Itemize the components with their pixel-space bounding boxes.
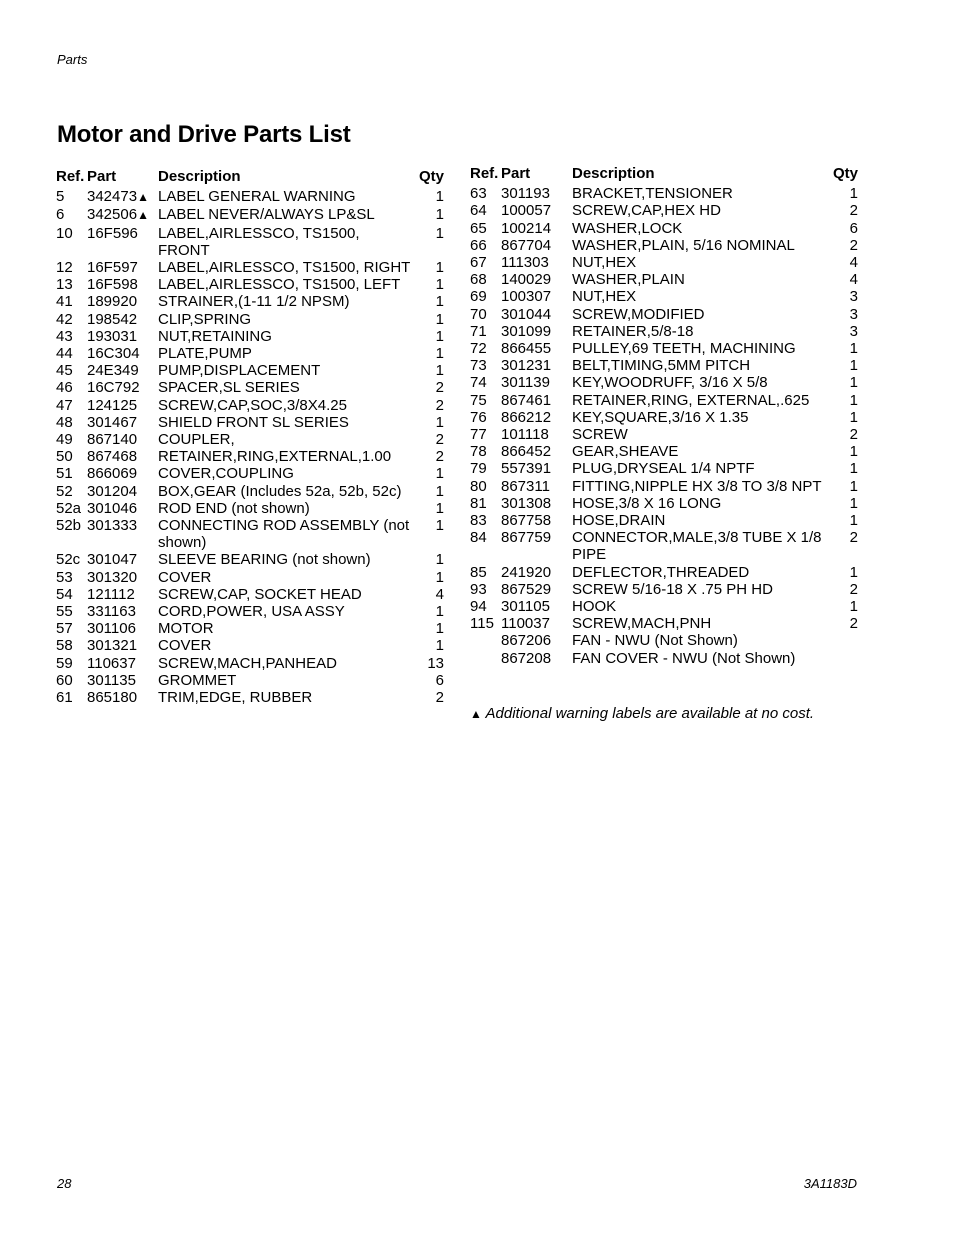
cell-qty: 2 bbox=[435, 396, 444, 414]
table-row bbox=[470, 254, 858, 271]
cell-part: 866212 bbox=[501, 408, 552, 426]
cell-description: LABEL NEVER/ALWAYS LP&SL bbox=[158, 206, 375, 224]
cell-part: 557391 bbox=[501, 460, 552, 478]
table-row bbox=[470, 495, 858, 512]
cell-ref: 52c bbox=[56, 551, 81, 569]
table-row bbox=[470, 306, 858, 323]
cell-qty: 1 bbox=[435, 206, 444, 224]
table-row bbox=[470, 202, 858, 219]
cell-ref: 50 bbox=[56, 448, 73, 466]
cell-qty: 2 bbox=[849, 236, 858, 254]
cell-part: 865180 bbox=[87, 689, 138, 707]
table-rows bbox=[470, 185, 858, 667]
cell-part: 140029 bbox=[501, 271, 552, 289]
cell-qty: 2 bbox=[849, 202, 858, 220]
table-row bbox=[56, 276, 444, 293]
cell-ref: 83 bbox=[470, 512, 487, 530]
cell-part: 111303 bbox=[501, 254, 549, 272]
cell-description: HOOK bbox=[572, 598, 617, 616]
cell-qty: 2 bbox=[435, 448, 444, 466]
cell-description: ROD END (not shown) bbox=[158, 499, 310, 517]
cell-part: 331163 bbox=[87, 603, 136, 621]
cell-part: 301099 bbox=[501, 322, 552, 340]
cell-qty: 1 bbox=[435, 310, 444, 328]
cell-ref: 5 bbox=[56, 188, 65, 206]
cell-description: SCREW 5/16-18 X .75 PH HD bbox=[572, 580, 773, 598]
cell-qty: 2 bbox=[435, 379, 444, 397]
cell-qty: 1 bbox=[435, 465, 444, 483]
header-part: Part bbox=[501, 165, 531, 182]
cell-ref: 63 bbox=[470, 185, 487, 203]
cell-description: KEY,SQUARE,3/16 X 1.35 bbox=[572, 408, 749, 426]
cell-ref: 68 bbox=[470, 271, 487, 289]
header-description: Description bbox=[158, 168, 241, 185]
cell-description: RETAINER,5/8-18 bbox=[572, 322, 694, 340]
cell-ref: 85 bbox=[470, 563, 487, 581]
cell-qty: 1 bbox=[435, 499, 444, 517]
cell-description: PULLEY,69 TEETH, MACHINING bbox=[572, 340, 796, 358]
table-row bbox=[56, 655, 444, 672]
cell-ref: 93 bbox=[470, 580, 487, 598]
cell-description: FAN COVER - NWU (Not Shown) bbox=[572, 649, 796, 667]
footnote bbox=[470, 705, 814, 722]
table-row bbox=[470, 237, 858, 254]
table-row bbox=[470, 615, 858, 632]
cell-description: COUPLER, bbox=[158, 431, 235, 449]
cell-description: LABEL GENERAL WARNING bbox=[158, 188, 356, 206]
cell-ref: 55 bbox=[56, 603, 73, 621]
cell-part: 301044 bbox=[501, 305, 552, 323]
cell-description: SHIELD FRONT SL SERIES bbox=[158, 413, 349, 431]
cell-ref: 52b bbox=[56, 517, 82, 535]
header-part: Part bbox=[87, 168, 117, 185]
cell-qty: 1 bbox=[435, 568, 444, 586]
cell-part: 867468 bbox=[87, 448, 138, 466]
cell-part: 301046 bbox=[87, 499, 138, 517]
cell-part: 301105 bbox=[501, 598, 550, 616]
header-ref: Ref. bbox=[470, 165, 499, 182]
cell-qty: 2 bbox=[435, 431, 444, 449]
cell-qty: 4 bbox=[849, 254, 858, 272]
cell-part: 301193 bbox=[501, 185, 550, 203]
cell-description: BRACKET,TENSIONER bbox=[572, 185, 733, 203]
cell-ref: 51 bbox=[56, 465, 73, 483]
cell-part: 867529 bbox=[501, 580, 552, 598]
document-id: 3A1183D bbox=[803, 1176, 857, 1191]
table-row bbox=[470, 598, 858, 615]
table-row bbox=[470, 220, 858, 237]
cell-ref: 66 bbox=[470, 236, 487, 254]
table-row bbox=[56, 448, 444, 465]
cell-ref: 67 bbox=[470, 254, 487, 272]
cell-qty: 1 bbox=[435, 345, 444, 363]
cell-part: 24E349 bbox=[87, 362, 139, 380]
cell-part: 301467 bbox=[87, 413, 138, 431]
cell-part: 867758 bbox=[501, 512, 552, 530]
cell-ref: 41 bbox=[56, 293, 73, 311]
table-row bbox=[470, 185, 858, 202]
cell-description: WASHER,PLAIN, 5/16 NOMINAL bbox=[572, 236, 795, 254]
table-row bbox=[470, 512, 858, 529]
cell-part: 124125 bbox=[87, 396, 138, 414]
cell-ref: 52 bbox=[56, 482, 73, 500]
cell-qty: 1 bbox=[849, 185, 858, 203]
footnote-text: Additional warning labels are available at no cost. bbox=[485, 705, 815, 722]
table-row bbox=[56, 586, 444, 603]
cell-description: PUMP,DISPLACEMENT bbox=[158, 362, 321, 380]
cell-ref: 78 bbox=[470, 443, 487, 461]
table-row bbox=[470, 392, 858, 409]
cell-ref: 46 bbox=[56, 379, 73, 397]
table-row bbox=[56, 379, 444, 396]
parts-table-left bbox=[56, 168, 444, 706]
cell-part: 101118 bbox=[501, 426, 549, 444]
cell-description: FITTING,NIPPLE HX 3/8 TO 3/8 NPT bbox=[572, 477, 822, 495]
table-row bbox=[470, 632, 858, 649]
cell-qty: 1 bbox=[849, 443, 858, 461]
cell-qty: 1 bbox=[849, 408, 858, 426]
cell-part: 867704 bbox=[501, 236, 552, 254]
cell-description: TRIM,EDGE, RUBBER bbox=[158, 689, 313, 707]
header-ref: Ref. bbox=[56, 168, 85, 185]
cell-part: 301308 bbox=[501, 494, 552, 512]
cell-ref bbox=[470, 650, 501, 667]
cell-ref: 48 bbox=[56, 413, 73, 431]
cell-description: NUT,HEX bbox=[572, 288, 637, 306]
cell-ref: 77 bbox=[470, 426, 487, 444]
cell-description: CONNECTING ROD ASSEMBLY (not shown) bbox=[158, 517, 410, 552]
cell-description: CORD,POWER, USA ASSY bbox=[158, 603, 345, 621]
cell-part: 301106 bbox=[87, 620, 136, 638]
cell-description: HOSE,DRAIN bbox=[572, 512, 666, 530]
cell-ref: 10 bbox=[56, 224, 73, 242]
table-row bbox=[470, 426, 858, 443]
cell-qty: 1 bbox=[849, 494, 858, 512]
cell-description: PLATE,PUMP bbox=[158, 345, 252, 363]
table-row bbox=[56, 206, 444, 224]
table-row bbox=[56, 397, 444, 414]
cell-part: 867461 bbox=[501, 391, 552, 409]
cell-ref: 58 bbox=[56, 637, 73, 655]
cell-part: 189920 bbox=[87, 293, 138, 311]
warning-triangle-icon: ▲ bbox=[137, 190, 149, 205]
cell-qty: 6 bbox=[435, 671, 444, 689]
table-row bbox=[56, 569, 444, 586]
cell-part: 100057 bbox=[501, 202, 552, 220]
cell-ref: 49 bbox=[56, 431, 73, 449]
table-row bbox=[470, 357, 858, 374]
cell-ref: 84 bbox=[470, 529, 487, 547]
cell-description: NUT,RETAINING bbox=[158, 327, 272, 345]
cell-ref: 94 bbox=[470, 598, 487, 616]
cell-part: 342473▲ bbox=[87, 188, 149, 206]
cell-ref: 73 bbox=[470, 357, 487, 375]
table-row bbox=[56, 259, 444, 276]
cell-qty: 1 bbox=[435, 362, 444, 380]
cell-ref: 53 bbox=[56, 568, 73, 586]
cell-part: 16C304 bbox=[87, 345, 140, 363]
cell-part: 16F597 bbox=[87, 259, 138, 277]
cell-description: CLIP,SPRING bbox=[158, 310, 252, 328]
cell-part: 241920 bbox=[501, 563, 552, 581]
cell-ref: 60 bbox=[56, 671, 73, 689]
cell-qty: 1 bbox=[849, 374, 858, 392]
cell-part: 867140 bbox=[87, 431, 138, 449]
cell-qty: 1 bbox=[435, 276, 444, 294]
cell-qty: 1 bbox=[435, 482, 444, 500]
table-row bbox=[56, 293, 444, 310]
cell-qty: 1 bbox=[435, 551, 444, 569]
cell-part: 301333 bbox=[87, 517, 138, 535]
table-row bbox=[56, 603, 444, 620]
table-row bbox=[56, 345, 444, 362]
cell-qty: 1 bbox=[435, 327, 444, 345]
warning-triangle-icon: ▲ bbox=[470, 707, 482, 721]
cell-part: 867208 bbox=[501, 649, 552, 667]
cell-description: SPACER,SL SERIES bbox=[158, 379, 300, 397]
table-row bbox=[56, 517, 444, 551]
cell-ref: 115 bbox=[470, 615, 494, 633]
header-qty: Qty bbox=[832, 165, 858, 182]
header-qty: Qty bbox=[418, 168, 444, 185]
cell-part: 100214 bbox=[501, 219, 552, 237]
cell-qty: 1 bbox=[849, 598, 858, 616]
cell-ref: 44 bbox=[56, 345, 73, 363]
cell-part: 301204 bbox=[87, 482, 138, 500]
cell-description: SCREW,MACH,PNH bbox=[572, 615, 712, 633]
cell-ref: 57 bbox=[56, 620, 73, 638]
cell-description: COVER,COUPLING bbox=[158, 465, 294, 483]
cell-description: RETAINER,RING, EXTERNAL,.625 bbox=[572, 391, 810, 409]
cell-part: 16F598 bbox=[87, 276, 138, 294]
cell-description: STRAINER,(1-11 1/2 NPSM) bbox=[158, 293, 350, 311]
cell-description: DEFLECTOR,THREADED bbox=[572, 563, 750, 581]
cell-qty: 1 bbox=[849, 460, 858, 478]
cell-qty: 1 bbox=[435, 517, 444, 535]
table-row bbox=[56, 362, 444, 379]
cell-ref: 71 bbox=[470, 322, 487, 340]
cell-qty: 2 bbox=[435, 689, 444, 707]
cell-ref: 45 bbox=[56, 362, 73, 380]
cell-ref: 72 bbox=[470, 340, 487, 358]
table-row bbox=[56, 620, 444, 637]
cell-qty: 2 bbox=[849, 426, 858, 444]
cell-part: 301231 bbox=[501, 357, 552, 375]
cell-description: FAN - NWU (Not Shown) bbox=[572, 632, 738, 650]
cell-ref: 70 bbox=[470, 305, 487, 323]
cell-qty: 1 bbox=[435, 224, 444, 242]
cell-part: 866069 bbox=[87, 465, 138, 483]
cell-qty: 1 bbox=[849, 563, 858, 581]
cell-description: RETAINER,RING,EXTERNAL,1.00 bbox=[158, 448, 392, 466]
cell-description: WASHER,PLAIN bbox=[572, 271, 685, 289]
cell-part: 867759 bbox=[501, 529, 552, 547]
header-description: Description bbox=[572, 165, 655, 182]
cell-part: 198542 bbox=[87, 310, 138, 328]
cell-qty: 2 bbox=[849, 529, 858, 547]
cell-qty: 1 bbox=[435, 259, 444, 277]
table-row bbox=[470, 409, 858, 426]
table-row bbox=[56, 414, 444, 431]
cell-ref: 12 bbox=[56, 259, 73, 277]
cell-part: 867206 bbox=[501, 632, 552, 650]
cell-ref: 43 bbox=[56, 327, 73, 345]
cell-part: 110637 bbox=[87, 654, 136, 672]
cell-qty: 4 bbox=[435, 585, 444, 603]
cell-description: GROMMET bbox=[158, 671, 237, 689]
cell-qty: 1 bbox=[849, 477, 858, 495]
cell-part: 866455 bbox=[501, 340, 552, 358]
table-row bbox=[56, 431, 444, 448]
cell-description: CONNECTOR,MALE,3/8 TUBE X 1/8 PIPE bbox=[572, 529, 822, 564]
table-row bbox=[470, 323, 858, 340]
cell-ref: 65 bbox=[470, 219, 487, 237]
cell-part: 301320 bbox=[87, 568, 138, 586]
cell-part: 100307 bbox=[501, 288, 552, 306]
page-number: 28 bbox=[57, 1176, 72, 1191]
cell-description: SCREW,MACH,PANHEAD bbox=[158, 654, 337, 672]
cell-ref bbox=[470, 632, 501, 649]
cell-description: COVER bbox=[158, 568, 212, 586]
cell-qty: 1 bbox=[435, 188, 444, 206]
page-title: Motor and Drive Parts List bbox=[57, 121, 351, 148]
cell-description: SCREW,CAP,HEX HD bbox=[572, 202, 721, 220]
table-row bbox=[56, 672, 444, 689]
cell-description: LABEL,AIRLESSCO, TS1500, RIGHT bbox=[158, 259, 411, 277]
cell-part: 121112 bbox=[87, 585, 135, 603]
table-row bbox=[470, 460, 858, 477]
table-rows bbox=[56, 188, 444, 706]
cell-qty: 1 bbox=[435, 293, 444, 311]
table-row bbox=[470, 529, 858, 563]
cell-description: WASHER,LOCK bbox=[572, 219, 683, 237]
cell-part: 342506▲ bbox=[87, 206, 149, 224]
cell-description: BELT,TIMING,5MM PITCH bbox=[572, 357, 751, 375]
cell-qty: 13 bbox=[427, 654, 444, 672]
cell-part: 301047 bbox=[87, 551, 138, 569]
cell-part: 866452 bbox=[501, 443, 552, 461]
cell-qty: 1 bbox=[435, 620, 444, 638]
cell-part: 301321 bbox=[87, 637, 138, 655]
cell-qty: 1 bbox=[849, 512, 858, 530]
header-section: Parts bbox=[57, 52, 88, 67]
cell-qty: 4 bbox=[849, 271, 858, 289]
table-row bbox=[56, 551, 444, 568]
table-row bbox=[56, 689, 444, 706]
table-row bbox=[470, 581, 858, 598]
cell-description: SCREW,CAP,SOC,3/8X4.25 bbox=[158, 396, 347, 414]
cell-ref: 61 bbox=[56, 689, 73, 707]
cell-part: 16C792 bbox=[87, 379, 140, 397]
cell-qty: 1 bbox=[435, 413, 444, 431]
cell-qty: 1 bbox=[849, 357, 858, 375]
table-row bbox=[56, 188, 444, 206]
table-row bbox=[56, 225, 444, 259]
cell-description: LABEL,AIRLESSCO, TS1500, LEFT bbox=[158, 276, 401, 294]
cell-qty: 1 bbox=[849, 340, 858, 358]
table-row bbox=[470, 271, 858, 288]
cell-qty: 6 bbox=[849, 219, 858, 237]
table-row bbox=[470, 443, 858, 460]
cell-qty bbox=[830, 632, 858, 649]
cell-description: COVER bbox=[158, 637, 212, 655]
cell-qty: 2 bbox=[849, 580, 858, 598]
table-row bbox=[470, 288, 858, 305]
table-row bbox=[470, 650, 858, 667]
cell-ref: 54 bbox=[56, 585, 73, 603]
cell-qty: 1 bbox=[849, 391, 858, 409]
cell-ref: 42 bbox=[56, 310, 73, 328]
cell-description: GEAR,SHEAVE bbox=[572, 443, 679, 461]
table-header bbox=[470, 165, 858, 182]
table-row bbox=[56, 328, 444, 345]
table-header bbox=[56, 168, 444, 185]
cell-part: 110037 bbox=[501, 615, 550, 633]
cell-description: NUT,HEX bbox=[572, 254, 637, 272]
cell-description: SCREW,CAP, SOCKET HEAD bbox=[158, 585, 362, 603]
table-row bbox=[470, 374, 858, 391]
cell-qty: 3 bbox=[849, 305, 858, 323]
table-row bbox=[470, 564, 858, 581]
cell-description: SLEEVE BEARING (not shown) bbox=[158, 551, 371, 569]
cell-part: 16F596 bbox=[87, 224, 138, 242]
cell-description: PLUG,DRYSEAL 1/4 NPTF bbox=[572, 460, 755, 478]
cell-qty: 1 bbox=[435, 637, 444, 655]
cell-ref: 6 bbox=[56, 206, 65, 224]
cell-ref: 52a bbox=[56, 499, 82, 517]
table-row bbox=[56, 637, 444, 654]
cell-ref: 59 bbox=[56, 654, 73, 672]
cell-qty: 3 bbox=[849, 322, 858, 340]
cell-ref: 76 bbox=[470, 408, 487, 426]
table-row bbox=[470, 340, 858, 357]
cell-ref: 13 bbox=[56, 276, 73, 294]
cell-ref: 64 bbox=[470, 202, 487, 220]
warning-triangle-icon: ▲ bbox=[137, 208, 149, 223]
cell-qty bbox=[830, 650, 858, 667]
cell-ref: 79 bbox=[470, 460, 487, 478]
parts-table-right bbox=[470, 165, 858, 667]
cell-description: SCREW bbox=[572, 426, 628, 444]
table-row bbox=[470, 478, 858, 495]
cell-description: SCREW,MODIFIED bbox=[572, 305, 705, 323]
cell-ref: 80 bbox=[470, 477, 487, 495]
cell-description: MOTOR bbox=[158, 620, 214, 638]
table-row bbox=[56, 483, 444, 500]
cell-ref: 47 bbox=[56, 396, 73, 414]
cell-ref: 74 bbox=[470, 374, 487, 392]
cell-ref: 75 bbox=[470, 391, 487, 409]
table-row bbox=[56, 311, 444, 328]
cell-qty: 2 bbox=[849, 615, 858, 633]
cell-description: KEY,WOODRUFF, 3/16 X 5/8 bbox=[572, 374, 768, 392]
cell-ref: 81 bbox=[470, 494, 487, 512]
cell-qty: 3 bbox=[849, 288, 858, 306]
cell-part: 301139 bbox=[501, 374, 550, 392]
table-row bbox=[56, 465, 444, 482]
cell-qty: 1 bbox=[435, 603, 444, 621]
cell-description: BOX,GEAR (Includes 52a, 52b, 52c) bbox=[158, 482, 402, 500]
cell-part: 193031 bbox=[87, 327, 138, 345]
cell-part: 301135 bbox=[87, 671, 136, 689]
cell-part: 867311 bbox=[501, 477, 550, 495]
cell-ref: 69 bbox=[470, 288, 487, 306]
cell-description: HOSE,3/8 X 16 LONG bbox=[572, 494, 722, 512]
table-row bbox=[56, 500, 444, 517]
cell-description: LABEL,AIRLESSCO, TS1500, FRONT bbox=[158, 224, 360, 259]
